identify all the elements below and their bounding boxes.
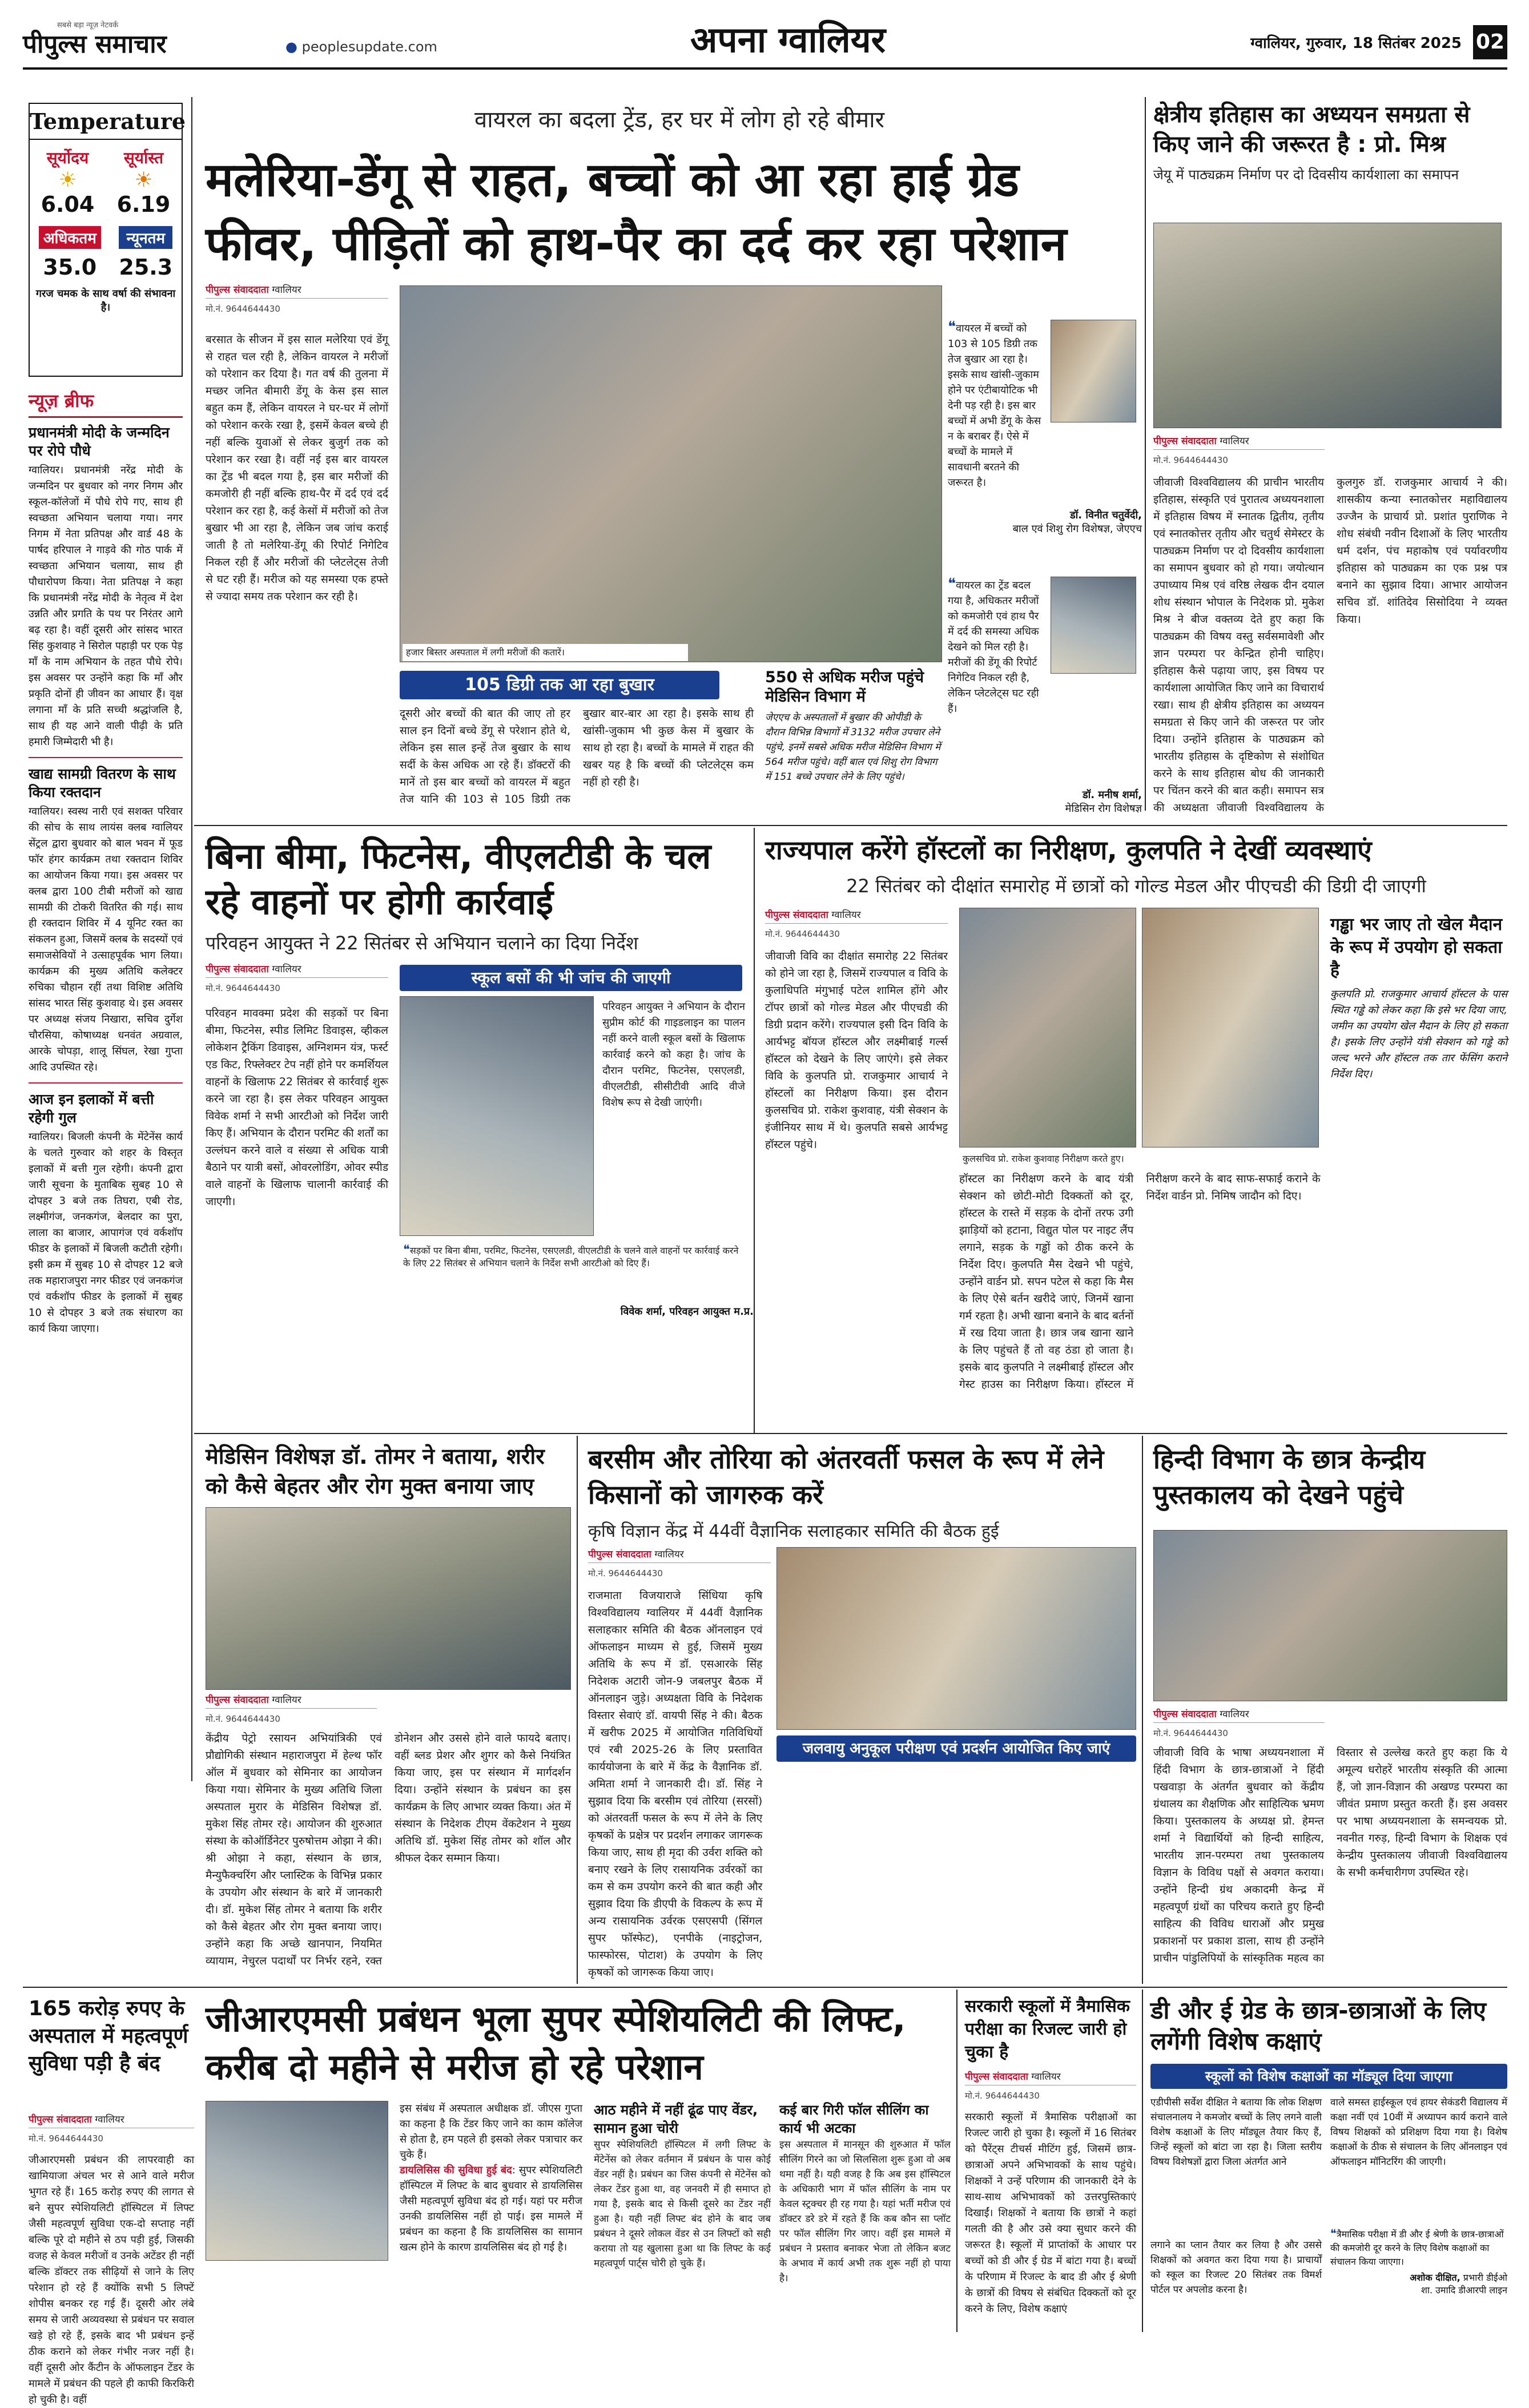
schools-quote-role: प्रभारी डीईओ (1463, 2272, 1507, 2283)
right-column-rule (1145, 97, 1146, 811)
schools-body: सरकारी स्कूलों में त्रैमासिक परीक्षाओं का रिजल्ट जारी हो चुका है। स्कूलों में 16 सितंबर को पैरेंट्स टीचर्स मीटिंग हुई, जिसमें छात्र-छात्राओं अपने अभिभावकों के साथ पहुंचे। शिक्षकों ने उन्हें परिणाम की जानकारी देने के साथ-साथ अभिभावकों को उत्तरपुस्तिकाएं दिखाईं। शिक्षकों ने बताया कि छात्रों ने कहां गलती की है और उसे क्या सुधार करने की जरूरत है। स्कूलों में प्राप्तांकों के आधार पर बच्चों को डी और ई ग्रेड में बांटा गया है। बच्चों के परिणाम में रिजल्ट के बाद डी और ई श्रेणी के छात्रों की विषय से संबंधित दिक्कतों को दूर करने के लिए, विशेष कक्षाएं (965, 2111, 1136, 2315)
lead-quote-2-role: मेडिसिन रोग विशेषज्ञ (1065, 803, 1142, 815)
schools-headline: सरकारी स्कूलों में त्रैमासिक परीक्षा का रिजल्ट जारी हो चुका है (965, 1996, 1130, 2062)
quote-icon: ❝ (948, 319, 956, 336)
hospital-body-1b (206, 2264, 388, 2326)
jiwaji-sub: जेयू में पाठ्यक्रम निर्माण पर दो दिवसीय कार्यशाला का समापन (1153, 167, 1459, 183)
news-brief (29, 388, 183, 1781)
bottom-rule-2 (1142, 1990, 1143, 2332)
governor-body-1: जीवाजी विवि का दीक्षांत समारोह 22 सितंबर को होने जा रहा है, जिसमें राज्यपाल व विवि के कुलाधिपति मंगुभाई पटेल शामिल होंगे और टॉपर छात्रों को गोल्ड मेडल और पीएचडी की डिग्री प्रदान करेंगे। राज्यपाल इसी दिन विवि के आर्यभट्ट बॉयज हॉस्टल और लक्ष्मीबाई गर्ल्स हॉस्टल को देखने के लिए जाएंगे। इसे लेकर विवि के कुलपति प्रो. राजकुमार आचार्य ने हॉस्टलों का निरीक्षण किया। इस दौरान कुलसचिव प्रो. राकेश कुशवाह, यंत्री सेक्शन के इंजीनियर साथ में थे। कुलपति सबसे आर्यभट्ट हॉस्टल पहुंचे। (765, 950, 948, 1151)
lead-byline-name: पीपुल्स संवाददाता (206, 284, 269, 296)
dateline: ग्वालियर, गुरुवार, 18 सितंबर 2025 (1250, 35, 1462, 52)
hindi-body: जीवाजी विवि के भाषा अध्ययनशाला में हिंदी विभाग के छात्र-छात्राओं ने हिंदी पखवाड़ा के अंतर्गत बुधवार को केंद्रीय ग्रंथालय का शैक्षणिक और साहित्यिक भ्रमण किया। पुस्तकालय के अध्यक्ष प्रो. हेमन्त शर्मा ने विद्यार्थियों को हिन्दी साहित्य, भारतीय ज्ञान-परम्परा तथा पुस्तकालय विज्ञान के विविध पक्षों से अवगत कराया। उन्होंने हिन्दी ग्रंथ अकादमी केन्द्र में महत्वपूर्ण ग्रंथों का परिचय कराते हुए हिन्दी साहित्य की विविध धाराओं और प्रमुख प्रकाशनों पर प्रकाश डाला, साथ ही उन्होंने प्राचीन पांडुलिपियों के सांस्कृतिक महत्व का विस्तार से उल्लेख करते हुए कहा कि ये अमूल्य धरोहरें भारतीय संस्कृति की आत्मा हैं, जो ज्ञान-विज्ञान की अखण्ड परम्परा का जीवंत प्रमाण प्रस्तुत करती हैं। इस अवसर पर भाषा अध्ययनशाला के समन्वयक प्रो. नवनीत गरुड़, हिन्दी विभाग के शिक्षक एवं केन्द्रीय पुस्तकालय जीवाजी विश्वविद्यालय के सभी कर्मचारीगण उपस्थित रहे। (1153, 1746, 1507, 1964)
paper-logo (23, 19, 285, 59)
schools-byline-name: पीपुल्स संवाददाता (965, 2071, 1028, 2083)
lead-quote-2-text (948, 577, 1048, 716)
lead-sidebar (765, 668, 942, 822)
tomar-byline-city: ग्वालियर (272, 1694, 301, 1706)
schools-tag: स्कूलों को विशेष कक्षाओं का मॉड्यूल दिया जाएगा (1150, 2064, 1507, 2089)
sunrise-label: सूर्योदय (46, 148, 89, 167)
hindi-headline: हिन्दी विभाग के छात्र केन्द्रीय पुस्तकालय को देखने पहुंचे (1153, 1444, 1426, 1510)
hindi-mobile: मो.नं. 9644644430 (1153, 1728, 1228, 1738)
max-temp-label: अधिकतम (39, 226, 101, 249)
transport-byline-city: ग्वालियर (272, 964, 301, 975)
tomar-mobile: मो.नं. 9644644430 (206, 1714, 280, 1724)
brief-1-head: प्रधानमंत्री मोदी के जन्मदिन पर रोपे पौधे (29, 424, 170, 459)
kvk-body-1: राजमाता विजयाराजे सिंधिया कृषि विश्वविद्यालय ग्वालियर में 44वीं वैज्ञानिक सलाहकार समिति की बैठक ऑनलाइन एवं ऑफलाइन माध्यम से हुई, जिसमें मुख्य अतिथि के रूप में डॉ. एसआरके सिंह निदेशक अटारी जोन-9 जबलपुर बैठक में ऑनलाइन जुड़े। अध्यक्षता विवि के निदेशक विस्तार सेवाएं डॉ. वायपी सिंह ने की। बैठक में खरीफ 2025 में आयोजित गतिविधियों एवं रबी 2025-26 के लिए प्रस्तावित कार्ययोजना के बारे में केंद्र के वैज्ञानिक डॉ. अमिता शर्मा ने जानकारी दी। डॉ. सिंह ने सुझाव दिया कि बरसीम एवं तोरिया (सरसों) को अंतरवर्ती फसल के रूप में लेने के लिए कृषकों के प्रक्षेत्र पर प्रदर्शन लगाकर जागरूक किया जाए, साथ ही मृदा की उर्वरा शक्ति को बनाए रखने के लिए रासायनिक उर्वरकों का कम से कम उपयोग करने की बात कही और सुझाव दिया कि डीएपी के विकल्प के रूप में अन्य रासायनिक उर्वरक एसएसपी (सिंगल सुपर फॉस्फेट), एनपीके (नाइट्रोजन, फास्फोरस, पोटाश) के उपयोग के लिए कृषकों को जागरूक किया जाए। (588, 1589, 763, 1979)
lead-quote-2-body: वायरल का ट्रेंड बदल गया है, अधिकतर मरीजों को कमजोरी एवं हाथ पैर में दर्द की समस्या अधिक देखने को मिल रही है। मरीजों की डेंगू की रिपोर्ट निगेटिव निकल रही है, लेकिन प्लेटलेट्स घट रही हैं। (948, 579, 1039, 715)
transport-body-2: परिवहन आयुक्त ने अभियान के दौरान सुप्रीम कोर्ट की गाइडलाइन का पालन नहीं करने वाली स्कूल बसों के खिलाफ कार्रवाई करने को कहा है। जांच के दौरान परमिट, फिटनेस, एसएलडी, वीएलटीडी, सीसीटीवी आदि वीजे विशेष रूप से देखी जाएंगी। (602, 1001, 745, 1109)
schools-box-1: एडीपीसी सर्वेश दीक्षित ने बताया कि लोक शिक्षण संचालनालय ने कमजोर बच्चों के लिए लगने वाली विशेष कक्षाओं के लिए मॉड्यूल तैयार किए हैं, जिन्हें स्कूलों को बांटा जा रहा है। जिला स्तरीय विषय विशेषज्ञों द्वारा जिला अंतर्गत आने (1150, 2097, 1322, 2168)
paper-name: पीपुल्स समाचार (23, 30, 167, 59)
brief-1-body: ग्वालियर। प्रधानमंत्री नरेंद्र मोदी के जन्मदिन पर बुधवार को नगर निगम और स्कूल-कॉलेजों में पौधे रोपे गए, साथ ही स्वच्छता अभियान चलाया गया। नगर निगम में नेता प्रतिपक्ष और वार्ड 48 के पार्षद हरिपाल ने गाड़वे की गोठ पार्क में स्वच्छता अभियान चलाया, साथ ही पौधारोपण किया। नेता प्रतिपक्ष ने कहा कि प्रधानमंत्री नरेंद्र मोदी के नेतृत्व में देश उन्नति और प्रगति के पथ पर निरंतर आगे बढ़ रहा है। वहीं दूसरी ओर सांसद भारत सिंह कुशवाह ने सिरोल पहाड़ी पर एक पेड़ माँ के नाम अभियान के तहत पौधे रोपे। इस अवसर पर उन्होंने कहा कि माँ और प्रकृति दोनों ही जीवन का आधार हैं। वृक्ष लगाना माँ के प्रति सच्ची श्रद्धांजलि है, साथ ही यह आने वाली पीढ़ी के प्रति हमारी जिम्मेदारी भी है। (29, 464, 183, 748)
sunrise-value: 6.04 (41, 192, 95, 217)
hospital-byline-name: पीपुल्स संवाददाता (29, 2114, 92, 2125)
globe-icon: ● (285, 39, 297, 55)
lead-quote-1-role: बाल एवं शिशु रोग विशेषज्ञ, जेएएच (1012, 523, 1142, 535)
bottom-rule-1 (956, 1990, 957, 2332)
transport-photo (400, 996, 594, 1236)
lead-quote-1 (948, 320, 1142, 537)
hospital-body-5: इस अस्पताल में मानसून की शुरुआत में फॉल सीलिंग गिरने का जो सिलसिला शुरू हुआ वो अब थमा नहीं है। यही वजह है कि अब इस हॉस्पिटल के अधिकारी भाग में फॉल सीलिंग के नाम पर केवल स्ट्रक्चर ही रह गया है। यहां भर्ती मरीज एवं डॉक्टर डरे डरे में रहते हैं कि कब कौन सा प्लॉट पर फॉल सीलिंग गिर जाए। वहीं इस मामले में प्रबंधन ने प्रस्ताव बनाकर भेजा तो लेकिन बजट के अभाव में कार्य अभी तक शुरू नहीं हो पाया है। (779, 2139, 951, 2284)
hospital-headline: जीआरएमसी प्रबंधन भूला सुपर स्पेशियलिटी की लिफ्ट, करीब दो महीने से मरीज हो रहे परेशान (206, 1998, 906, 2088)
tomar-headline: मेडिसिन विशेषज्ञ डॉ. तोमर ने बताया, शरीर को कैसे बेहतर और रोग मुक्त बनाया जाए (206, 1444, 545, 1499)
lead-mobile: मो.नं. 9644644430 (206, 304, 280, 314)
governor-box-head: गड्ढा भर जाए तो खेल मैदान के रूप में उपयोग हो सकता है (1330, 915, 1503, 980)
lead-sidebar-body: जेएएच के अस्पतालों में बुखार की ओपीडी के दौरान विभिन्न विभागों में 3132 मरीज उपचार लेने पहुंचे, इनमें सबसे अधिक मरीज मेडिसिन विभाग में 564 मरीज पहुंचे। वहीं बाल एवं शिशु रोग विभाग में 151 बच्चे उपचार लेने के लिए पहुंचे। (765, 712, 941, 783)
kvk-headline: बरसीम और तोरिया को अंतरवर्ती फसल के रूप में लेने किसानों को जागरुक करें (588, 1444, 1104, 1510)
transport-caption-text: सड़कों पर बिना बीमा, परमिट, फिटनेस, एसएलडी, वीएलटीडी के चलने वाले वाहनों पर कार्रवाई करने के लिए 22 सितंबर से अभियान चलाने के निर्देश सभी आरटीओ को दिए हैं। (403, 1245, 739, 1269)
schools-quote-text: त्रैमासिक परीक्षा में डी और ई श्रेणी के छात्र-छात्राओं की कमजोरी दूर करने के लिए विशेष कक्षाओं का संचालन किया जाएगा। (1330, 2229, 1504, 2267)
schools-quote (1330, 2226, 1507, 2326)
page-number: 02 (1473, 25, 1507, 59)
sun-icon: ☀ (58, 168, 77, 192)
transport-official: विवेक शर्मा, परिवहन आयुक्त म.प्र. (620, 1306, 754, 1318)
hospital-photo (206, 2101, 388, 2261)
governor-sub: 22 सितंबर को दीक्षांत समारोह में छात्रों को गोल्ड मेडल और पीएचडी की डिग्री दी जाएगी (846, 875, 1426, 897)
lead-sidebar-head: 550 से अधिक मरीज पहुंचे मेडिसिन विभाग में (765, 669, 924, 706)
transport-caption (400, 1242, 748, 1272)
doctor-photo-2 (1051, 577, 1136, 674)
hospital-body-3: : सुपर स्पेशियलिटी हॉस्पिटल में लिफ्ट के बाद बुधवार से डायलिसिस जैसी महत्वपूर्ण सुविधा बंद हो गई। यहां पर मरीज उनकी डायलिसिस नहीं हो पाई। इस मामले में प्रबंधन का कहना है कि डायलिसिस का सामान खत्म होने के कारण डायलिसिस बंद हो गई है। (400, 2164, 583, 2253)
paper-url[interactable] (285, 39, 437, 55)
schools-quote-author: अशोक दीक्षित, (1410, 2272, 1460, 2283)
transport-byline-name: पीपुल्स संवाददाता (206, 964, 269, 975)
governor-photo-2 (1142, 908, 1319, 1147)
jiwaji-byline (1153, 434, 1325, 469)
weather-note: गरज चमक के साथ वर्षा की संभावना है। (35, 288, 176, 313)
mid-rule-2 (577, 1436, 578, 1984)
governor-body-2: हॉस्टल का निरीक्षण करने के बाद यंत्री सेक्शन को छोटी-मोटी दिक्कतों को दूर, हॉस्टल के रास्ते में सड़क के दोनों तरफ उगी झाड़ियों को हटाना, विद्युत पोल पर नाइट लैंप लगाने, सड़क के गड्ढों को ठीक करने के निर्देश दिए। कुलपति मैस देखने भी पहुंचे, उन्होंने वार्डन प्रो. सपन पटेल से कहा कि मैस के लिए ऐसे बर्तन खरीदे जाएं, जिनमें खाना गर्म रहता है। अभी खाना बनाने के बाद बर्तनों में रख दिया जाता है। छात्र जब खाना खाने के लिए पहुंचते हैं तो वह ठंडा हो जाता है। इसके बाद कुलपति ने लक्ष्मीबाई हॉस्टल और गेस्ट हाउस का निरीक्षण किया। हॉस्टल में निरीक्षण करने के बाद साफ-सफाई कराने के निर्देश वार्डन प्रो. निमिष जादौन को दिए। (959, 1173, 1321, 1391)
transport-mobile: मो.नं. 9644644430 (206, 983, 280, 993)
governor-mobile: मो.नं. 9644644430 (765, 929, 840, 939)
mid-rule-3 (1142, 1436, 1143, 1984)
hospital-byline-city: ग्वालियर (95, 2114, 124, 2125)
tomar-photo (206, 1507, 571, 1690)
hospital-body-1: जीआरएमसी प्रबंधन की लापरवाही का खामियाजा अंचल भर से आने वाले मरीज भुगत रहे हैं। 165 करोड़ रुपए की लागत से बने सुपर स्पेशियलिटी हॉस्पिटल में लिफ्ट जैसी महत्वपूर्ण सुविधा एक-दो सप्ताह नहीं बल्कि पूरे दो महीने से ठप पड़ी हुई, जिसकी वजह से केवल मरीजों व उनके अटेंडर ही नहीं बल्कि डॉक्टर तक सीढ़ियों से जाने के लिए परेशान हो रहे हैं क्योंकि सभी 5 लिफ्टें शोपीस बनकर रह गई हैं। दूसरी ओर लंबे समय से जारी अव्यवस्था से प्रबंधन पर सवाल खड़े हो रहे हैं, इसके बाद भी प्रबंधन इन्हें ठीक कराने को लेकर गंभीर नजर नहीं है। वहीं दूसरी ओर कैंटीन के ऑफलाइन टेंडर के मामले में प्रबंधन की पहले ही काफी किरकिरी हो चुकी है। वहीं (29, 2154, 194, 2406)
jiwaji-byline-name: पीपुल्स संवाददाता (1153, 436, 1217, 447)
lead-byline-city: ग्वालियर (272, 284, 301, 296)
governor-caption: कुलसचिव प्रो. राकेश कुशवाह निरीक्षण करते हुए। (959, 1150, 1279, 1167)
lead-byline (206, 283, 388, 318)
hindi-byline-city: ग्वालियर (1220, 1709, 1249, 1720)
section-title (611, 17, 965, 63)
kvk-byline-name: पीपुल्स संवाददाता (588, 1549, 651, 1560)
transport-byline (206, 962, 388, 997)
lead-quote-1-body: वायरल में बच्चों को 103 से 105 डिग्री तक तेज बुखार आ रहा है। इसके साथ खांसी-जुकाम होने पर एंटीबायोटिक भी देनी पड़ रही है। इस बार बच्चों में अभी डेंगू के केस न के बराबर हैं। ऐसे में बच्चों के मामले में सावधानी बरतने की जरूरत है। (948, 323, 1041, 489)
jiwaji-photo (1153, 223, 1502, 428)
governor-box-body: कुलपति प्रो. राजकुमार आचार्य हॉस्टल के पास स्थित गड्ढे को लेकर कहा कि इसे भर दिया जाए, जमीन का उपयोग खेल मैदान के लिए हो सकता है। इसके लिए उन्होंने यंत्री सेक्शन को गड्ढे को जल्द भरने और हॉस्टल तक तार फेंसिंग कराने निर्देश दिए। (1330, 988, 1507, 1080)
tomar-byline (206, 1693, 377, 1728)
hospital-mobile: मो.नं. 9644644430 (29, 2133, 103, 2144)
max-temp-value: 35.0 (43, 255, 97, 280)
lead-quote-1-author: डॉ. विनीत चतुर्वेदी, (1069, 509, 1142, 521)
sunset-icon: ☀ (134, 168, 153, 192)
lead-quote-2-author: डॉ. मनीष शर्मा, (1083, 789, 1142, 801)
hospital-byline (29, 2112, 194, 2148)
transport-headline: बिना बीमा, फिटनेस, वीएलटीडी के चल रहे वाहनों पर होगी कार्रवाई (206, 835, 711, 923)
transport-sub: परिवहन आयुक्त ने 22 सितंबर से अभियान चलाने का दिया निर्देश (206, 932, 638, 954)
doctor-photo-1 (1051, 320, 1136, 422)
tomar-body: केंद्रीय पेट्रो रसायन अभियांत्रिकी एवं प्रौद्योगिकी संस्थान महाराजपुरा में हेल्थ फॉर ऑल में बुधवार को सेमिनार का आयोजन किया गया। सेमिनार के मुख्य अतिथि जिला अस्पताल मुरार के मेडिसिन विशेषज्ञ डॉ. मुकेश सिंह तोमर रहे। आयोजन की शुरुआत संस्था के कोऑर्डिनेटर पुरुषोत्तम ओझा ने की। श्री ओझा ने कहा, संस्थान के छात्र, मैन्युफैक्चरिंग और प्लास्टिक के विभिन्न प्रकार के उपयोग और संस्थान के बारे में जानकारी दी। डॉ. मुकेश सिंह तोमर ने बताया कि शरीर को कैसे बेहतर और रोग मुक्त बनाया जाए। उन्होंने कहा कि अच्छे खानपान, नियमित व्यायाम, नेचुरल पदार्थों पर निर्भर रहने, रक्त डोनेशन और उससे होने वाले फायदे बताए। वहीं ब्लड प्रेशर और शुगर को कैसे नियंत्रित किया जाए, इस पर संस्थान में मार्गदर्शन दिया। उन्होंने संस्थान के प्रबंधन का इस कार्यक्रम के लिए आभार व्यक्त किया। अंत में संस्थान के निदेशक टीएम वेंकटेशन ने मुख्य अतिथि डॉ. मुकेश सिंह तोमर को शॉल और श्रीफल देकर सम्मान किया। (206, 1732, 571, 1967)
governor-box (1330, 913, 1507, 1165)
jiwaji-body: जीवाजी विश्वविद्यालय की प्राचीन भारतीय इतिहास, संस्कृति एवं पुरातत्व अध्ययनशाला में इतिहास विषय में स्नातक द्वितीय, तृतीय एवं स्नातकोत्तर तृतीय और चतुर्थ सेमेस्टर के पाठ्यक्रम निर्माण पर दो दिवसीय कार्यशाला का समापन बुधवार को हो गया। जयोत्थान उपाध्याय मिश्र एवं वरिष्ठ लेखक दीन दयाल शोध संस्थान भोपाल के निदेशक प्रो. मुकेश मिश्र ने बीज वक्तव्य देते हुए कहा कि पाठ्यक्रम की विषय वस्तु सर्वसमावेशी और ज्ञान परम्परा पर केन्द्रित होनी चाहिए। इतिहास कैसे पढ़ाया जाए, इस विषय पर कार्यशाला आयोजित किए जाने का विचारार्थ रखा। साथ ही क्षेत्रीय इतिहास का अध्ययन समग्रता से किए जाने की जरूरत पर जोर दिया। उन्होंने इतिहास के पाठ्यक्रम को भारतीय इतिहास के दृष्टिकोण से संशोधित करने के साथ इतिहास बोध की जानकारी पर चिंतन करने की बात कही। समापन सत्र की अध्यक्षता जीवाजी विश्वविद्यालय के कुलगुरु डॉ. राजकुमार आचार्य ने की। शासकीय कन्या स्नातकोत्तर महाविद्यालय उज्जैन के प्राचार्य प्रो. प्रशांत पुराणिक ने शोध संबंधी नवीन दिशाओं के लिए भारतीय धर्म दर्शन, पंच महाकोष एवं पर्यावरणीय इतिहास को पाठ्यक्रम का एक प्रश्न पत्र बनाने का सुझाव दिया। आभार आयोजन सचिव डॉ. शांतिदेव सिसोदिया ने व्यक्त किया। (1153, 476, 1507, 814)
schools-byline-city: ग्वालियर (1031, 2071, 1061, 2083)
lead-kicker: वायरल का बदला ट्रेंड, हर घर में लोग हो रहे बीमार (474, 107, 884, 133)
weather-box (29, 103, 186, 377)
quote-icon: ❝ (403, 1243, 410, 1257)
masthead (23, 17, 1507, 70)
paper-tagline: सबसे बड़ा न्यूज़ नेटवर्क (57, 21, 119, 30)
mid-rule-1 (754, 828, 755, 1433)
lead-quote-2 (948, 577, 1142, 816)
hindi-photo (1153, 1530, 1507, 1701)
schools-mobile: मो.नं. 9644644430 (965, 2091, 1040, 2101)
hindi-byline-name: पीपुल्स संवाददाता (1153, 1709, 1217, 1720)
hospital-sub-3: कई बार गिरी फॉल सीलिंग का कार्य भी अटका (779, 2102, 929, 2136)
schools-quote-foot: शा. उमादि डीआरपी लाइन (1421, 2285, 1507, 2296)
hospital-col-3 (594, 2101, 771, 2326)
section-title-text: अपना ग्वालियर (690, 19, 886, 61)
lead-body-2: दूसरी ओर बच्चों की बात की जाए तो हर साल इन दिनों बच्चे डेंगू से परेशान होते थे, लेकिन इस साल इन्हें तेज बुखार के साथ सर्दी के केस अधिक आ रहे हैं। डॉक्टरों की मानें तो इस बार बच्चों को वायरल में बहुत तेज यानि की 103 से 105 डिग्री तक बुखार बार-बार आ रहा है। इसके साथ ही खांसी-जुकाम भी कुछ केस में बुखार के साथ हो रहा है। बच्चों के मामले में राहत की खबर यह है कि बच्चों की प्लेटलेट्स कम नहीं हो रही है। (400, 707, 754, 806)
hospital-body-4: सुपर स्पेशियलिटी हॉस्पिटल में लगी लिफ्ट के मेंटेनेंस को लेकर वर्तमान में प्रबंधन के पास कोई वेंडर नहीं है। प्रबंधन का जिस कंपनी से मेंटेनेंस को लेकर टेंडर हुआ था, वह जनवरी में ही समाप्त हो गया है, इसके बाद से किसी दूसरे का टेंडर नहीं हुआ है। यही नहीं लिफ्ट बंद होने के बाद जब प्रबंधन ने दूसरे लोकल वेंडर से उन लिफ्टों को सही कराया तो यह खुलासा हुआ था कि लिफ्ट के कई महत्वपूर्ण पार्ट्स चोरी हो चुके हैं। (594, 2139, 771, 2269)
min-temp-label: न्यूनतम (119, 226, 172, 249)
lead-headline: मलेरिया-डेंगू से राहत, बच्चों को आ रहा हाई ग्रेड फीवर, पीड़ितों को हाथ-पैर का दर्द कर रहा परेशान (206, 153, 1067, 271)
transport-body-1: परिवहन मावक्मा प्रदेश की सड़कों पर बिना बीमा, फिटनेस, स्पीड लिमिट डिवाइस, व्हीकल लोकेशन ट्रैकिंग डिवाइस, अग्निशमन यंत्र, फर्स्ट एड किट, रिफ्लेक्टर टेप नहीं होने पर कमर्शियल वाहनों के खिलाफ 22 सितंबर से कार्रवाई शुरू करने जा रहा है। इस लेकर परिवहन आयुक्त विवेक शर्मा ने सभी आरटीओ को निर्देश जारी किए हैं। अभियान के दौरान परमिट की शर्तों का उल्लंघन करने वाले व संख्या से अधिक यात्री बैठाने पर यात्री बसों, ओवरलोडिंग, ओवर स्पीड वाले वाहनों के खिलाफ चालानी कार्रवाई की जाएगी। (206, 1007, 388, 1208)
min-temp-value: 25.3 (119, 255, 173, 280)
hospital-body-2-text: इस संबंध में अस्पताल अधीक्षक डॉ. जीएस गुप्ता का कहना है कि टेंडर किए जाने का काम कॉलेज से होता है, हम पहले ही इसको लेकर पत्राचार कर चुके हैं। (400, 2103, 582, 2161)
jiwaji-byline-city: ग्वालियर (1220, 436, 1249, 447)
schools-body-2: लगाने का प्लान तैयार कर लिया है और उससे शिक्षकों को अवगत करा दिया गया है। प्राचार्यों को स्कूल का रिजल्ट 20 सितंबर तक विमर्श पोर्टल पर अपलोड करना है। (1150, 2240, 1322, 2296)
brief-2-head: खाद्य सामग्री वितरण के साथ किया रक्तदान (29, 766, 176, 800)
news-brief-title: न्यूज़ ब्रीफ (29, 388, 183, 418)
governor-headline: राज्यपाल करेंगे हॉस्टलों का निरीक्षण, कुलपति ने देखीं व्यवस्थाएं (765, 835, 1372, 865)
kvk-byline-city: ग्वालियर (654, 1549, 684, 1560)
hospital-body-2 (400, 2101, 582, 2326)
transport-tag: स्कूल बसों की भी जांच की जाएगी (400, 965, 742, 991)
governor-byline-name: पीपुल्स संवाददाता (765, 909, 828, 921)
row-1-rule (194, 825, 1507, 826)
lead-body-1: बरसात के सीजन में इस साल मलेरिया एवं डेंगू से राहत चल रही है, लेकिन वायरल ने मरीजों को परेशान कर दिया है। गत वर्ष की तुलना में मच्छर जनित बीमारी डेंगू के केस इस साल बहुत कम हैं, लेकिन वायरल ने घर-घर में लोगों को परेशान करके रखा है, इसमें केवल बच्चे ही नहीं बल्कि युवाओं से लेकर बुजुर्ग तक को परेशान कर रखा है। वहीं नई इस बार वायरल का ट्रेंड भी बदल गया है, इस बार मरीजों की कमजोरी ही नहीं बल्कि हाथ-पैर में दर्द एवं दर्द परेशान कर रहा है, कई केसों में मरीजों को तेज बुखार भी आ रहा है, लेकिन जब जांच कराई जाती है तो मलेरिया-डेंगू की रिपोर्ट निगेटिव निकल रही हैं और मरीजों की प्लेटलेट्स तेजी से घट रही हैं। मरीज को यह समस्या एक हफ्ते से ज्यादा समय तक परेशान कर रही है। (206, 333, 388, 603)
jiwaji-headline: क्षेत्रीय इतिहास का अध्ययन समग्रता से किए जाने की जरूरत है : प्रो. मिश्र (1153, 102, 1470, 158)
row-2-rule (194, 1433, 1507, 1434)
kvk-mobile: मो.नं. 9644644430 (588, 1568, 663, 1579)
quote-icon: ❝ (1330, 2226, 1337, 2240)
quote-icon: ❝ (948, 575, 956, 593)
left-column-rule (191, 97, 192, 1781)
kvk-sub: कृषि विज्ञान केंद्र में 44वीं वैज्ञानिक सलाहकार समिति की बैठक हुई (588, 1521, 999, 1541)
brief-3-body: ग्वालियर। बिजली कंपनी के मेंटेनेंस कार्य के चलते गुरुवार को शहर के विस्तृत इलाकों में बत्ती गुल रहेगी। कंपनी द्वारा जारी सूचना के मुताबिक सुबह 10 से दोपहर 3 बजे तक तिघरा, एबी रोड, लक्ष्मीगंज, जनकगंज, बेलदार का पुरा, लाला का बाजार, आपागंज एवं वर्कशॉप फीडर के इलाकों में बिजली कटौती रहेगी। इसी क्रम में सुबह 10 से दोपहर 12 बजे तक महाराजपुरा नगर फीडर एवं जनकगंज एवं वर्कशॉप फीडर के इलाकों में सुबह 10 से दोपहर 3 बजे तक संधारण का कार्य किया जाएगा। (29, 1131, 183, 1335)
brief-3-head: आज इन इलाकों में बत्ती रहेगी गुल (29, 1091, 154, 1126)
hindi-byline (1153, 1707, 1325, 1742)
kvk-tag: जलवायु अनुकूल परीक्षण एवं प्रदर्शन आयोजित किए जाएं (776, 1735, 1136, 1762)
row-3-rule (23, 1987, 1507, 1988)
lead-sub-tag: 105 डिग्री तक आ रहा बुखार (400, 671, 719, 699)
hospital-col-4 (779, 2101, 951, 2326)
lead-photo (400, 285, 942, 662)
schools-box-2: वाले समस्त हाईस्कूल एवं हायर सेकंडरी विद्यालय में कक्षा नवीं एवं 10वीं में अध्यापन कार्य कराने वाले विषय शिक्षकों को प्रशिक्षण दिया गया है। विशेष कक्षाओं के ठीक से संचालन के लिए ऑनलाइन एवं ऑफलाइन मॉनिटरिंग की जाएगी। (1330, 2097, 1507, 2168)
kvk-byline (588, 1547, 771, 1582)
schools-right-headline: डी और ई ग्रेड के छात्र-छात्राओं के लिए लगेंगी विशेष कक्षाएं (1150, 1996, 1486, 2055)
tomar-byline-name: पीपुल्स संवाददाता (206, 1694, 269, 1706)
lead-photo-caption: हजार बिस्तर अस्पताल में लगी मरीजों की कतारें। (403, 644, 688, 661)
governor-byline-city: ग्वालियर (831, 909, 861, 921)
brief-2-body: ग्वालियर। स्वस्थ नारी एवं सशक्त परिवार की सोच के साथ लायंस क्लब ग्वालियर सेंट्रल द्वारा बुधवार को बाल भवन में फूड फॉर हंगर कार्यक्रम तथा रक्तदान शिविर का आयोजन किया गया। इस अवसर पर क्लब द्वारा 100 टीबी मरीजों को खाद्य सामग्री की टोकरी वितरित की गई। साथ ही रक्तदान शिविर में 4 यूनिट रक्त का संकलन हुआ, जिसमें क्लब के सदस्यों एवं समाजसेवियों ने उत्साहपूर्वक भाग लिया। कार्यक्रम की मुख्य अतिथि कलेक्टर रुचिका चौहान रहीं तथा विशिष्ट अतिथि सांसद भारत सिंह कुशवाह थे। इस अवसर पर अध्यक्ष संजय निखारा, सचिव दुर्गेश चौरसिया, कोषाध्यक्ष धनवंत अग्रवाल, आरके चोपड़ा, शालू सिंघल, रेखा गुप्ता आदि उपस्थित रहे। (29, 806, 183, 1073)
sunset-value: 6.19 (116, 192, 171, 217)
paper-url-text: peoplesupdate.com (301, 39, 437, 55)
governor-photo-1 (959, 908, 1136, 1147)
sunset-label: सूर्यास्त (123, 148, 164, 167)
schools-byline (965, 2069, 1136, 2105)
hospital-sub-2: आठ महीने में नहीं ढूंढ पाए वेंडर, सामान हुआ चोरी (594, 2102, 758, 2136)
weather-title: Temperature (30, 104, 182, 140)
governor-byline (765, 908, 948, 943)
hospital-left-headline: 165 करोड़ रुपए के अस्पताल में महत्वपूर्ण सुविधा पड़ी है बंद (29, 1997, 188, 2075)
hospital-sub-1: डायलिसिस की सुविधा हुई बंद (400, 2164, 512, 2176)
lead-quote-1-text (948, 320, 1045, 490)
jiwaji-mobile: मो.नं. 9644644430 (1153, 455, 1228, 465)
